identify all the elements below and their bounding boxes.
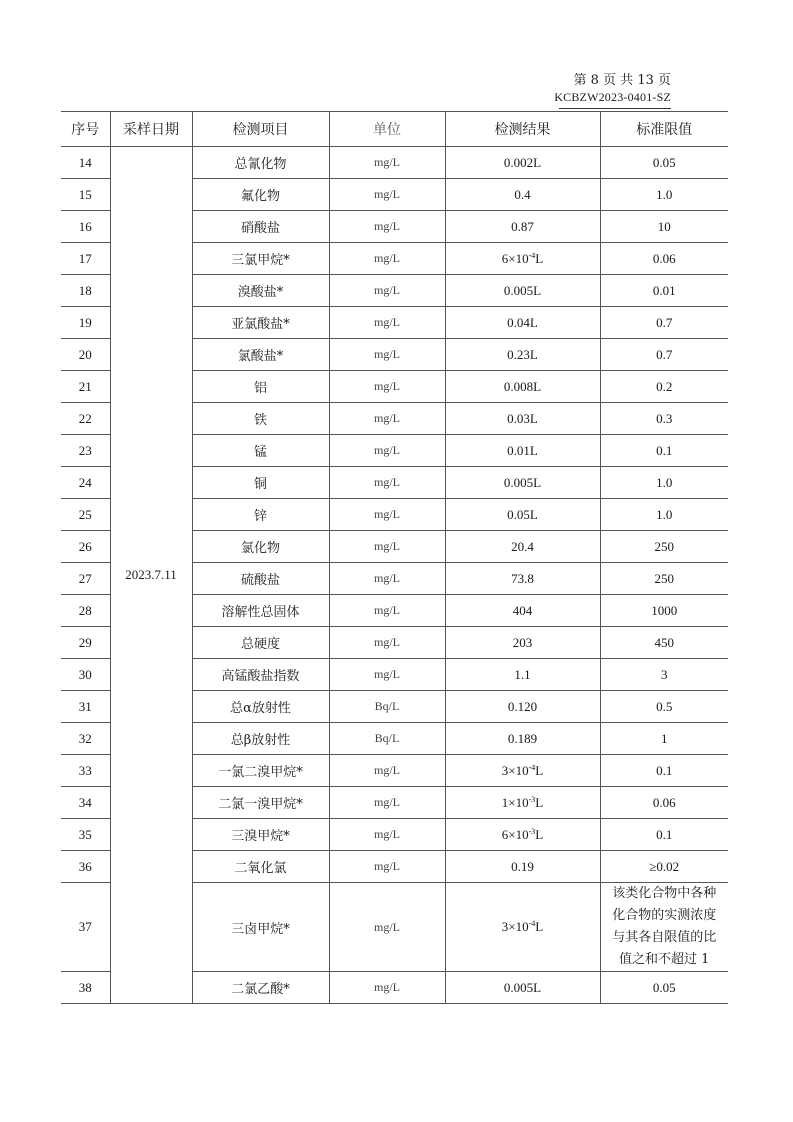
row-number: 27: [61, 563, 110, 595]
unit: mg/L: [329, 499, 445, 531]
test-item: 三氯甲烷*: [192, 243, 329, 275]
unit: mg/L: [329, 339, 445, 371]
unit: mg/L: [329, 755, 445, 787]
result-suffix: L: [535, 794, 544, 810]
result-suffix: L: [535, 762, 544, 778]
row-number: 33: [61, 755, 110, 787]
result-base: 3×10: [501, 919, 529, 934]
test-item: 总β放射性: [192, 723, 329, 755]
limit-line: 该类化合物中各种: [612, 886, 717, 901]
result-exponent: -3: [528, 794, 536, 804]
standard-limit: 3: [600, 659, 728, 691]
unit: mg/L: [329, 371, 445, 403]
unit: Bq/L: [329, 723, 445, 755]
test-result: 0.002L: [445, 147, 600, 179]
standard-limit: 0.7: [600, 307, 728, 339]
col-header-unit: 单位: [329, 112, 445, 147]
test-result: [445, 819, 600, 851]
test-item: 三溴甲烷*: [192, 819, 329, 851]
test-result: 0.120: [445, 691, 600, 723]
row-number: 17: [61, 243, 110, 275]
result-exponent: -4: [528, 250, 536, 260]
col-header-no: 序号: [61, 112, 110, 147]
test-result: 0.05L: [445, 499, 600, 531]
row-number: 29: [61, 627, 110, 659]
result-exponent: -3: [528, 826, 536, 836]
table-header-row: [61, 112, 728, 147]
row-number: 22: [61, 403, 110, 435]
page-header: [554, 73, 671, 109]
row-number: 20: [61, 339, 110, 371]
row-number: 19: [61, 307, 110, 339]
limit-line: 化合物的实测浓度: [612, 908, 717, 923]
unit: mg/L: [329, 595, 445, 627]
unit: mg/L: [329, 972, 445, 1004]
test-item: 二氯乙酸*: [192, 972, 329, 1004]
test-item: 硫酸盐: [192, 563, 329, 595]
unit: mg/L: [329, 275, 445, 307]
test-item: 亚氯酸盐*: [192, 307, 329, 339]
standard-limit: 1: [600, 723, 728, 755]
unit: mg/L: [329, 531, 445, 563]
limit-line: 与其各自限值的比: [612, 930, 717, 945]
row-number: 26: [61, 531, 110, 563]
limit-line: 值之和不超过 1: [619, 952, 710, 967]
unit: mg/L: [329, 819, 445, 851]
standard-limit: 0.06: [600, 243, 728, 275]
standard-limit: 1.0: [600, 179, 728, 211]
unit: Bq/L: [329, 691, 445, 723]
col-header-result: 检测结果: [445, 112, 600, 147]
row-number: 21: [61, 371, 110, 403]
test-result: 0.005L: [445, 467, 600, 499]
test-item: 二氯一溴甲烷*: [192, 787, 329, 819]
test-item: 铜: [192, 467, 329, 499]
col-header-date: 采样日期: [110, 112, 192, 147]
test-result: [445, 755, 600, 787]
standard-limit: 0.1: [600, 755, 728, 787]
test-result: 0.008L: [445, 371, 600, 403]
test-result: 73.8: [445, 563, 600, 595]
standard-limit: ≥0.02: [600, 851, 728, 883]
test-result: 0.005L: [445, 972, 600, 1004]
row-number: 16: [61, 211, 110, 243]
test-result: 0.01L: [445, 435, 600, 467]
row-number: 14: [61, 147, 110, 179]
unit: mg/L: [329, 403, 445, 435]
unit: mg/L: [329, 563, 445, 595]
test-item: 锰: [192, 435, 329, 467]
test-item: 一氯二溴甲烷*: [192, 755, 329, 787]
test-item: 高锰酸盐指数: [192, 659, 329, 691]
standard-limit: 1.0: [600, 499, 728, 531]
row-number: 18: [61, 275, 110, 307]
test-result: 0.005L: [445, 275, 600, 307]
result-base: 6×10: [501, 250, 529, 266]
result-exponent: -4: [528, 762, 536, 772]
test-item: 总硬度: [192, 627, 329, 659]
unit: mg/L: [329, 627, 445, 659]
row-number: 25: [61, 499, 110, 531]
standard-limit: 0.7: [600, 339, 728, 371]
test-item: 硝酸盐: [192, 211, 329, 243]
test-result: 0.04L: [445, 307, 600, 339]
row-number: 32: [61, 723, 110, 755]
test-item: 溴酸盐*: [192, 275, 329, 307]
test-item: 铝: [192, 371, 329, 403]
standard-limit: 0.2: [600, 371, 728, 403]
test-result: 1.1: [445, 659, 600, 691]
table-body: [61, 147, 728, 1004]
standard-limit: 10: [600, 211, 728, 243]
unit: mg/L: [329, 787, 445, 819]
standard-limit: 1.0: [600, 467, 728, 499]
row-number: 35: [61, 819, 110, 851]
col-header-item: 检测项目: [192, 112, 329, 147]
standard-limit: 0.1: [600, 819, 728, 851]
standard-limit: 0.1: [600, 435, 728, 467]
result-suffix: L: [535, 919, 544, 934]
standard-limit: [600, 883, 728, 972]
test-item: 氯化物: [192, 531, 329, 563]
test-result: 404: [445, 595, 600, 627]
test-item: 氟化物: [192, 179, 329, 211]
test-item: 二氧化氯: [192, 851, 329, 883]
row-number: 36: [61, 851, 110, 883]
unit: mg/L: [329, 307, 445, 339]
result-base: 3×10: [501, 762, 529, 778]
unit: mg/L: [329, 435, 445, 467]
test-result: [445, 883, 600, 972]
results-table: [61, 111, 728, 1004]
unit: mg/L: [329, 147, 445, 179]
header-rule: [559, 108, 671, 109]
test-item: 三卤甲烷*: [192, 883, 329, 972]
row-number: 15: [61, 179, 110, 211]
row-number: 34: [61, 787, 110, 819]
unit: mg/L: [329, 179, 445, 211]
result-suffix: L: [535, 826, 544, 842]
row-number: 23: [61, 435, 110, 467]
test-item: 锌: [192, 499, 329, 531]
table-row: [61, 147, 728, 179]
report-code: KCBZW2023-0401-SZ: [554, 90, 671, 104]
row-number: 37: [61, 883, 110, 972]
standard-limit: 0.3: [600, 403, 728, 435]
test-item: 总α放射性: [192, 691, 329, 723]
result-base: 1×10: [501, 794, 529, 810]
standard-limit: 0.01: [600, 275, 728, 307]
unit: mg/L: [329, 211, 445, 243]
sample-date: 2023.7.11: [110, 147, 192, 1004]
standard-limit: 0.06: [600, 787, 728, 819]
page-number: 第 8 页 共 13 页: [573, 73, 671, 88]
test-item: 溶解性总固体: [192, 595, 329, 627]
row-number: 38: [61, 972, 110, 1004]
col-header-limit: 标准限值: [600, 112, 728, 147]
standard-limit: 250: [600, 563, 728, 595]
result-suffix: L: [535, 250, 544, 266]
result-exponent: -4: [528, 919, 536, 928]
row-number: 30: [61, 659, 110, 691]
unit: mg/L: [329, 243, 445, 275]
standard-limit: 0.05: [600, 972, 728, 1004]
test-result: 203: [445, 627, 600, 659]
test-item: 氯酸盐*: [192, 339, 329, 371]
result-base: 6×10: [501, 826, 529, 842]
row-number: 24: [61, 467, 110, 499]
test-result: 0.19: [445, 851, 600, 883]
unit: mg/L: [329, 659, 445, 691]
test-result: 0.189: [445, 723, 600, 755]
test-result: [445, 787, 600, 819]
unit: mg/L: [329, 851, 445, 883]
test-result: 0.03L: [445, 403, 600, 435]
unit: mg/L: [329, 883, 445, 972]
standard-limit: 0.05: [600, 147, 728, 179]
row-number: 31: [61, 691, 110, 723]
test-result: 0.23L: [445, 339, 600, 371]
standard-limit: 1000: [600, 595, 728, 627]
test-result: [445, 243, 600, 275]
row-number: 28: [61, 595, 110, 627]
unit: mg/L: [329, 467, 445, 499]
standard-limit: 450: [600, 627, 728, 659]
test-item: 总氰化物: [192, 147, 329, 179]
standard-limit: 250: [600, 531, 728, 563]
test-result: 20.4: [445, 531, 600, 563]
test-result: 0.87: [445, 211, 600, 243]
test-result: 0.4: [445, 179, 600, 211]
test-item: 铁: [192, 403, 329, 435]
standard-limit: 0.5: [600, 691, 728, 723]
